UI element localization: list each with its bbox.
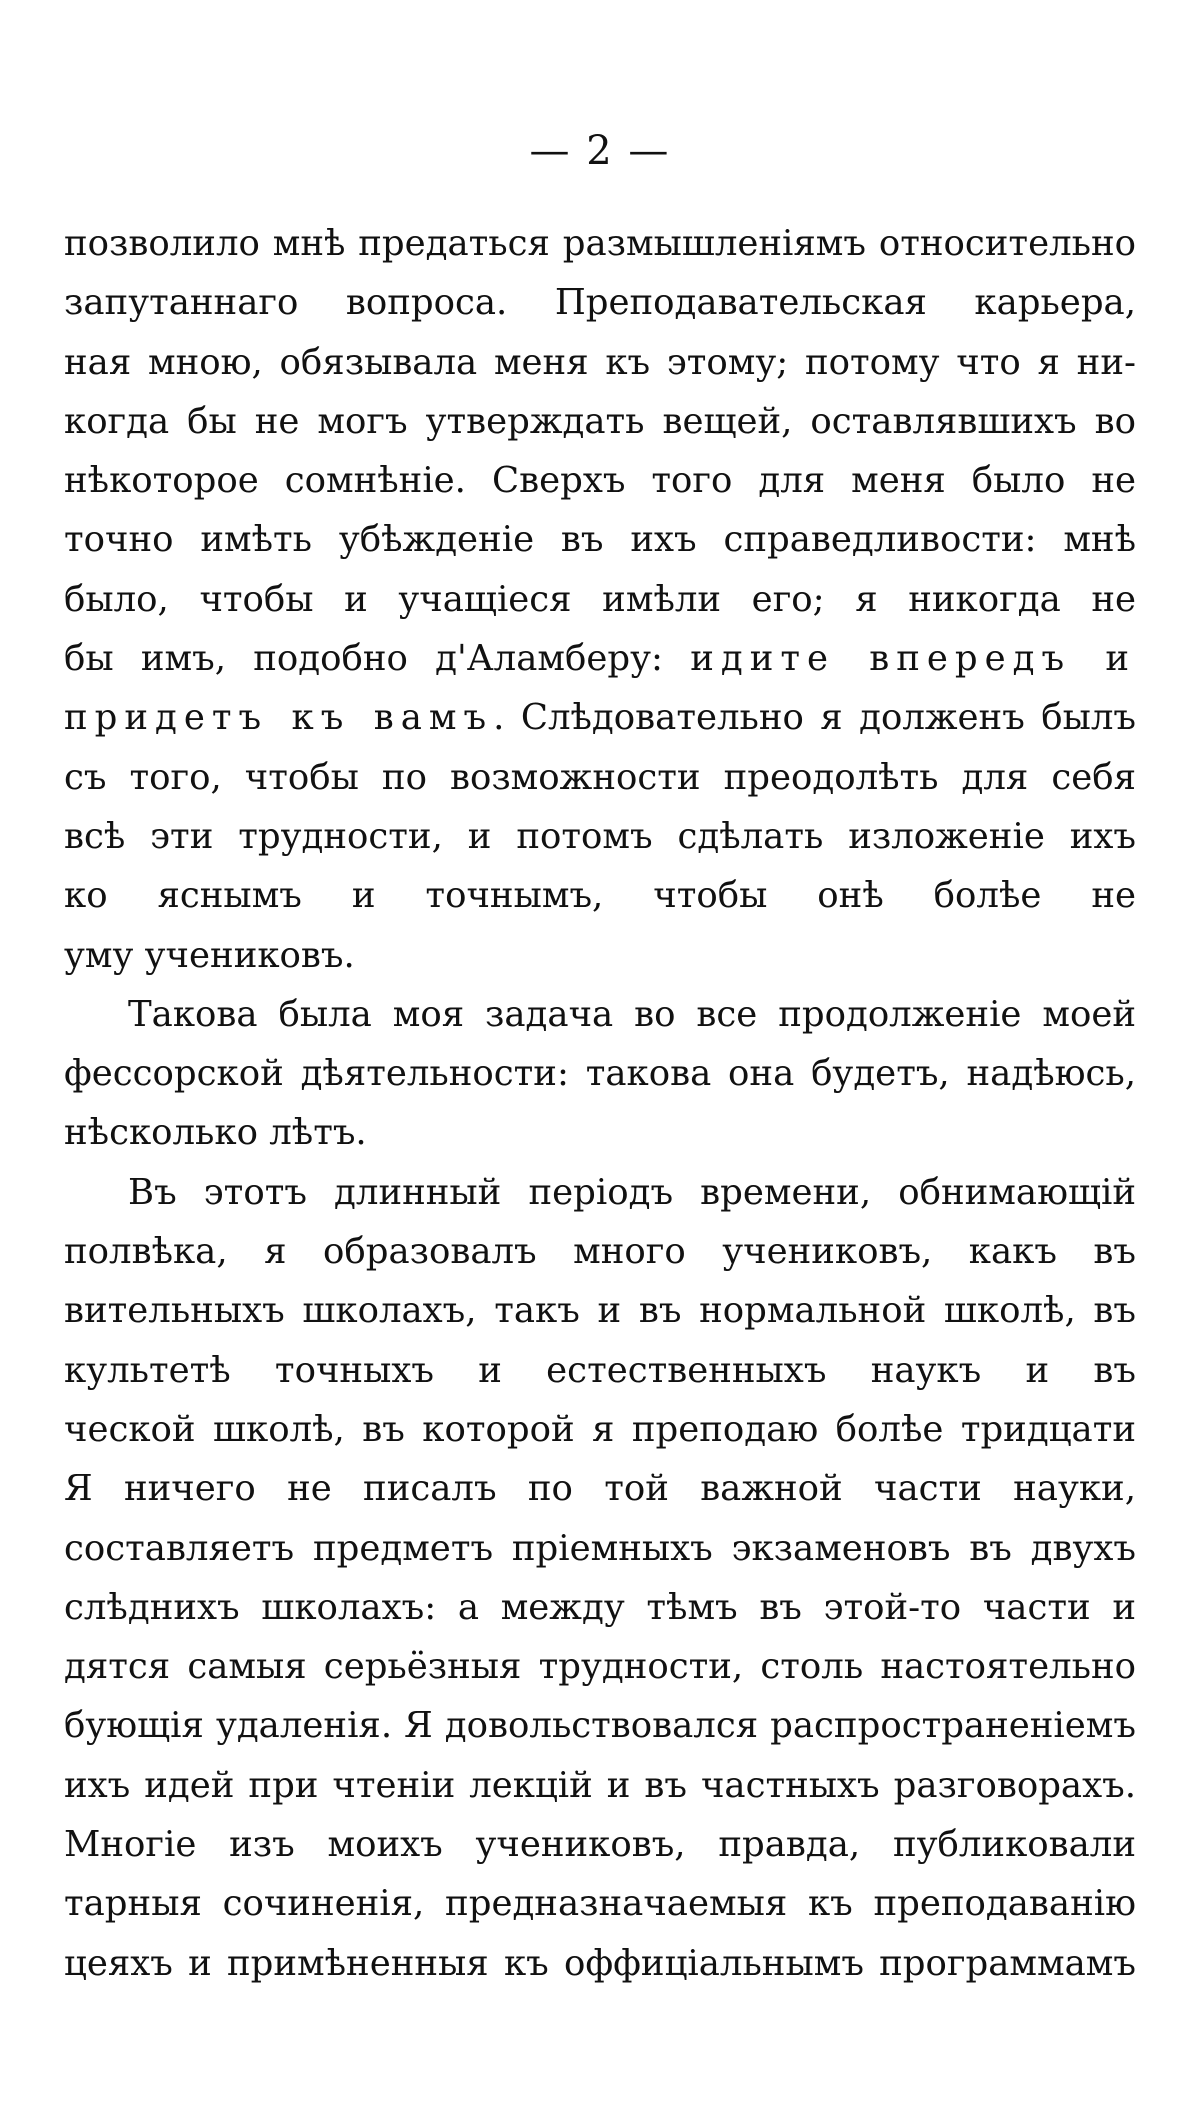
text-line: вительныхъ школахъ, такъ и въ нормальной школѣ, въ	[64, 1290, 1136, 1332]
text-line: ческой школѣ, въ которой я преподаю болѣе тридцати	[64, 1408, 1136, 1450]
text-line: уму учениковъ.	[64, 934, 355, 976]
text-line: Я ничего не писалъ по той важной части науки,	[64, 1468, 1136, 1510]
paragraph-first-line: Такова была моя задача во все продолженіе моей	[128, 993, 1136, 1035]
text-segment: бы имъ, подобно д'Аламберу:	[64, 638, 691, 680]
text-line: Многіе изъ моихъ учениковъ, правда, публиковали	[64, 1824, 1136, 1866]
body-text	[64, 214, 1136, 1993]
text-line	[64, 629, 1136, 688]
text-line: всѣ эти трудности, и потомъ сдѣлать изложеніе ихъ	[64, 815, 1136, 857]
text-line: было, чтобы и учащіеся имѣли его; я никогда не	[64, 578, 1136, 620]
text-line: ко яснымъ и точнымъ, чтобы онѣ болѣе не	[64, 875, 1136, 917]
text-line: бующія удаленія. Я довольствовался распространеніемъ	[64, 1705, 1136, 1747]
text-line: ная мною, обязывала меня къ этому; потому что я ни-	[64, 341, 1136, 383]
text-line: точно имѣть убѣжденіе въ ихъ справедливости: мнѣ	[64, 519, 1136, 561]
text-line: дятся самыя серьёзныя трудности, столь настоятельно	[64, 1646, 1136, 1688]
text-line: цеяхъ и примѣненныя къ оффиціальнымъ программамъ	[64, 1942, 1136, 1984]
text-line: нѣсколько лѣтъ.	[64, 1112, 367, 1154]
text-line: составляетъ предметъ пріемныхъ экзаменовъ въ двухъ	[64, 1527, 1136, 1569]
text-line	[64, 688, 1136, 747]
text-line: тарныя сочиненія, предназначаемыя къ преподаванію	[64, 1883, 1136, 1925]
text-line: полвѣка, я образовалъ много учениковъ, какъ въ	[64, 1231, 1136, 1273]
text-line: запутаннаго вопроса. Преподавательская карьера,	[64, 282, 1136, 324]
text-line: ихъ идей при чтеніи лекцій и въ частныхъ разговорахъ.	[64, 1764, 1136, 1806]
text-line: когда бы не могъ утверждать вещей, оставлявшихъ во	[64, 400, 1136, 442]
emphasized-quote: идите впередъ и	[690, 638, 1136, 680]
text-line: культетѣ точныхъ и естественныхъ наукъ и въ	[64, 1349, 1136, 1391]
text-line: нѣкоторое сомнѣніе. Сверхъ того для меня было не	[64, 460, 1136, 502]
paragraph-first-line: Въ этотъ длинный періодъ времени, обнимающій	[128, 1171, 1136, 1213]
text-line: фессорской дѣятельности: такова она будетъ, надѣюсь,	[64, 1053, 1136, 1095]
text-line: слѣднихъ школахъ: а между тѣмъ въ этой-то части и	[64, 1586, 1136, 1628]
text-line: съ того, чтобы по возможности преодолѣть для себя	[64, 756, 1136, 798]
text-segment: . Слѣдовательно я долженъ былъ	[493, 697, 1136, 739]
page-number: — 2 —	[529, 128, 671, 174]
emphasized-quote: придетъ къ вамъ	[64, 697, 494, 739]
text-line: позволило мнѣ предаться размышленіямъ относительно	[64, 223, 1136, 264]
